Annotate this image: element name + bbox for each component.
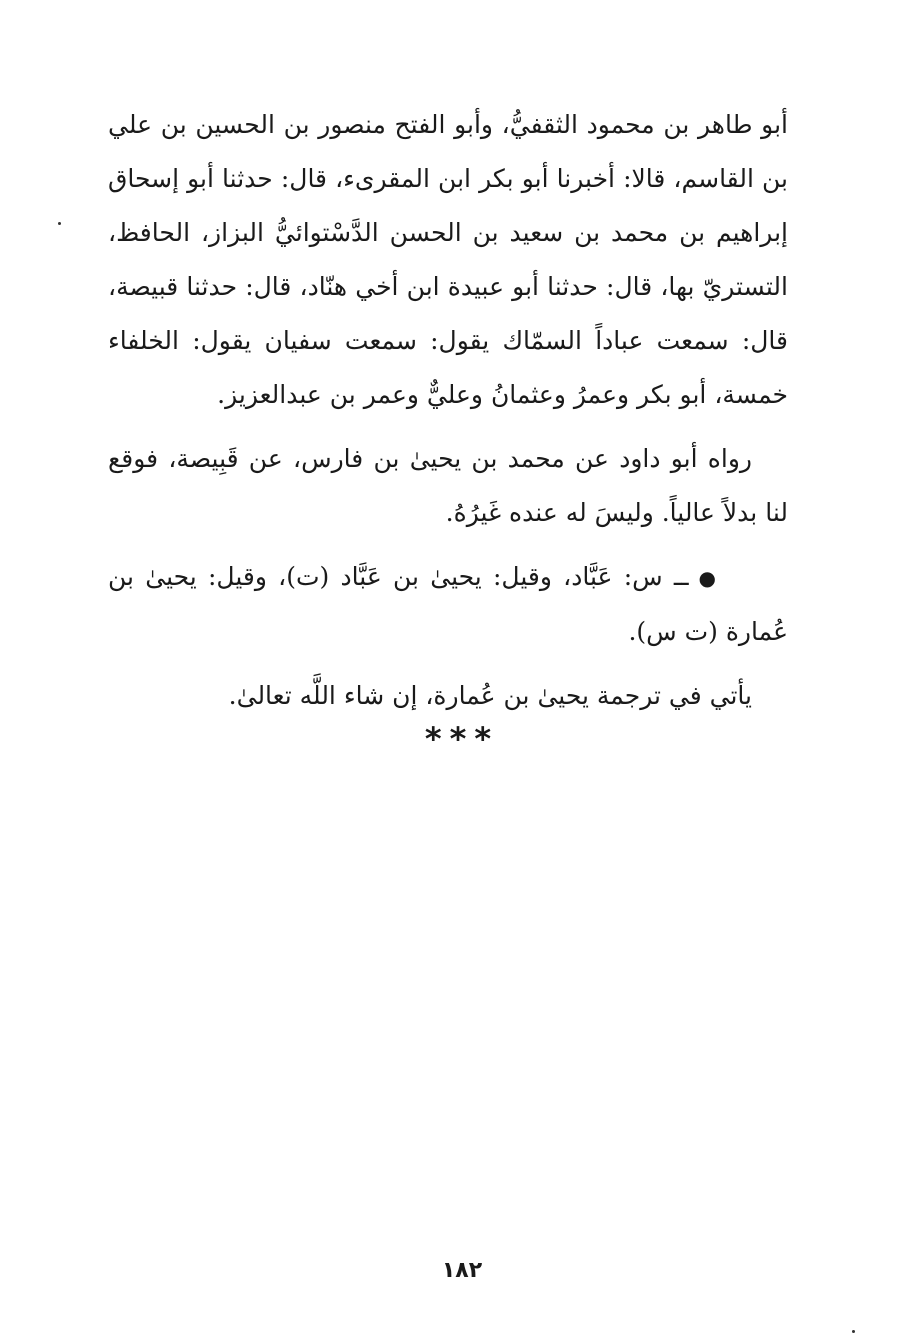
paragraph-cross-reference [108, 669, 788, 723]
paragraph-entry-abbad [108, 550, 788, 659]
text-line: بدلاً عالياً. وليسَ له عنده غَيرُهُ. [445, 498, 758, 527]
bullet-icon: ● [698, 566, 716, 590]
text-line: القاسم، قالا: أخبرنا أبو بكر ابن المقرىء، قال: حدثنا أبو إسحاق [108, 164, 754, 193]
text-line: يأتي في ترجمة يحيىٰ بن عُمارة، إن شاء اللَّه تعالىٰ. [228, 681, 752, 710]
paragraph-hadith-chain [108, 98, 788, 422]
text-line: رواه أبو داود عن محمد بن يحيىٰ بن فارس، عن قَبِيصة، فوقع لنا [108, 444, 788, 527]
section-separator: *** [424, 720, 500, 758]
text-line: قال: سمعت عباداً السمّاك يقول: سمعت سفيان يقول: الخلفاء خمسة، [108, 326, 788, 409]
main-text [108, 98, 788, 723]
scan-speck [58, 222, 61, 225]
text-line: أبو بكر وعمرُ وعثمانُ وعليٌّ وعمر بن عبدالعزيز. [217, 380, 707, 409]
text-line: عُمارة (ت س). [628, 617, 788, 646]
text-line: ــ س: عَبَّاد، وقيل: يحيىٰ بن عَبَّاد (ت)، وقيل: يحيىٰ بن [108, 562, 689, 591]
text-line: أبو طاهر بن محمود الثقفيُّ، وأبو الفتح منصور بن الحسين بن علي بن [108, 110, 788, 193]
page-number: ١٨٢ [441, 1258, 483, 1283]
text-line: التستريّ بها، قال: حدثنا أبو عبيدة ابن أخي هنّاد، قال: حدثنا قبيصة، [108, 272, 788, 301]
scan-speck [852, 1330, 855, 1333]
paragraph-riwayah-note [108, 432, 788, 540]
text-line: إبراهيم بن محمد بن سعيد بن الحسن الدَّسْتوائيُّ البزاز، الحافظ، [108, 218, 788, 247]
